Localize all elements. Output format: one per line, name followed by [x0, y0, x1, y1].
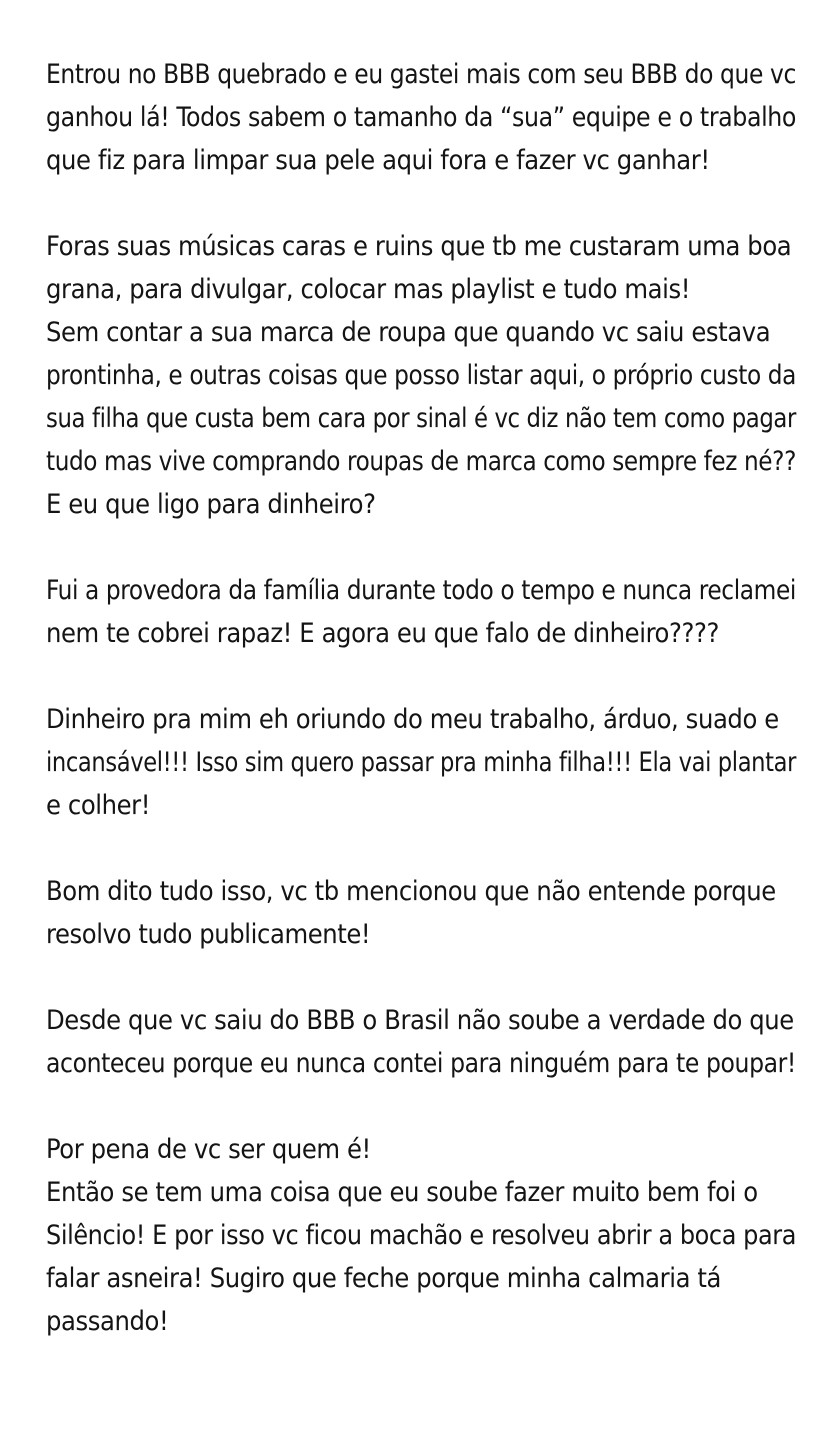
text-line: aconteceu porque eu nunca contei para ninguém para te poupar!	[46, 1048, 796, 1079]
text-line: ganhou lá! Todos sabem o tamanho da “sua” equipe e o trabalho	[46, 102, 796, 133]
paragraph-5	[46, 870, 796, 956]
text-line: falar asneira! Sugiro que feche porque minha calmaria tá	[46, 1263, 721, 1294]
text-line: resolvo tudo publicamente!	[46, 919, 371, 950]
text-line: que fiz para limpar sua pele aqui fora e fazer vc ganhar!	[46, 145, 710, 176]
paragraph-7	[46, 1128, 796, 1343]
text-line: Dinheiro pra mim eh oriundo do meu trabalho, árduo, suado e	[46, 704, 779, 735]
paragraph-6	[46, 999, 796, 1085]
text-line: incansável!!! Isso sim quero passar pra minha filha!!! Ela vai plantar	[46, 747, 796, 778]
story-text	[46, 53, 796, 1343]
paragraph-4	[46, 698, 796, 827]
text-line: passando!	[46, 1306, 169, 1337]
text-line: nem te cobrei rapaz! E agora eu que falo de dinheiro????	[46, 618, 719, 649]
text-line: Sem contar a sua marca de roupa que quando vc saiu estava	[46, 317, 771, 348]
text-line: E eu que ligo para dinheiro?	[46, 489, 376, 520]
text-line: sua filha que custa bem cara por sinal é vc diz não tem como pagar	[46, 403, 796, 434]
text-line: tudo mas vive comprando roupas de marca como sempre fez né??	[46, 446, 796, 477]
text-line: Por pena de vc ser quem é!	[46, 1134, 371, 1165]
text-line: prontinha, e outras coisas que posso listar aqui, o próprio custo da	[46, 360, 796, 391]
text-line: Bom dito tudo isso, vc tb mencionou que não entende porque	[46, 876, 776, 907]
text-line: Desde que vc saiu do BBB o Brasil não soube a verdade do que	[46, 1005, 794, 1036]
paragraph-2	[46, 225, 796, 526]
text-line: Foras suas músicas caras e ruins que tb me custaram uma boa	[46, 231, 792, 262]
paragraph-3	[46, 569, 796, 655]
paragraph-1	[46, 53, 796, 182]
text-line: grana, para divulgar, colocar mas playlist e tudo mais!	[46, 274, 691, 305]
text-line: Então se tem uma coisa que eu soube fazer muito bem foi o	[46, 1177, 758, 1208]
text-line: Fui a provedora da família durante todo o tempo e nunca reclamei	[46, 575, 796, 606]
text-line: e colher!	[46, 790, 151, 821]
text-line: Entrou no BBB quebrado e eu gastei mais com seu BBB do que vc	[46, 59, 796, 90]
text-line: Silêncio! E por isso vc ficou machão e resolveu abrir a boca para	[46, 1220, 797, 1251]
